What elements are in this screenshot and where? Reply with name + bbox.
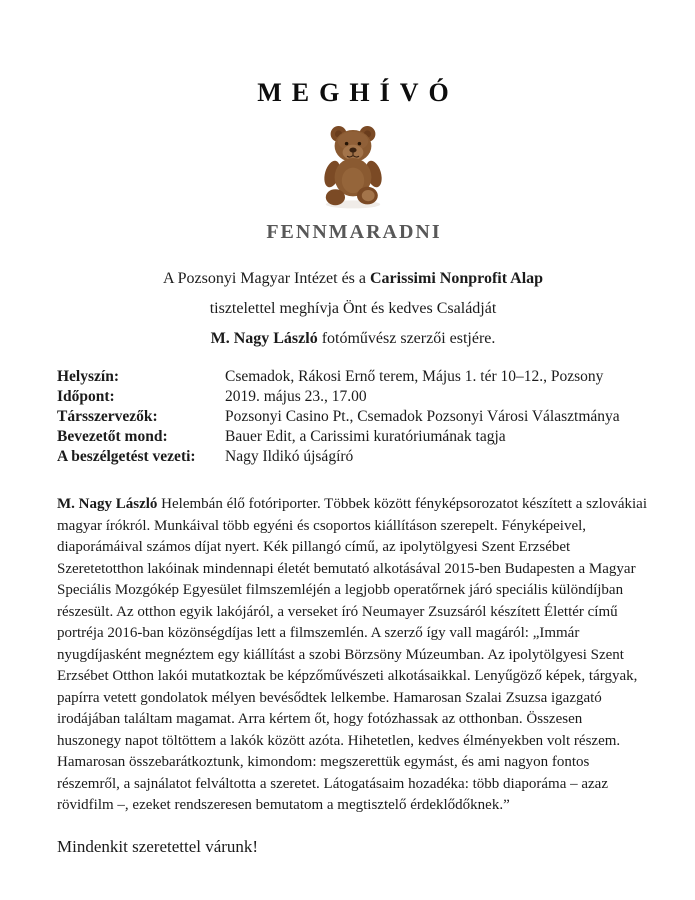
invitation-block — [57, 264, 649, 354]
hosts-bold: Carissimi Nonprofit Alap — [370, 270, 544, 287]
invitation-line-artist — [57, 324, 649, 354]
artist-name: M. Nagy László — [210, 330, 318, 347]
detail-row-introducer — [57, 427, 649, 447]
artist-biography — [57, 494, 649, 817]
teddy-bear-icon — [313, 122, 393, 210]
event-title: FENNMARADNI — [266, 221, 442, 243]
detail-label: Bevezetőt mond: — [57, 428, 168, 445]
detail-value: Csemadok, Rákosi Ernő terem, Május 1. tér 10–12., Pozsony — [225, 368, 604, 385]
document-title: MEGHÍVÓ — [257, 78, 459, 107]
artist-event: fotóművész szerzői estjére. — [317, 330, 496, 347]
detail-row-coorganizers — [57, 407, 649, 427]
bio-text: Helembán élő fotóriporter. Többek között fényképsorozatot készített a szlovákiai magyar írókról. Munkáival több egyéni és csoportos kiállításon szerepelt. Fényképeivel, diaporámáival számos díjat nyert. Kék pillangó című, az ipolytölgyesi Szent Erzsébet Szeretetotthon lakóinak mindennapi életét bemutató alkotásával 2015-ben Budapesten a Magyar Speciális Mozgókép Egyesület filmszemléjén a legjobb operatőrnek járó speciális különdíjban részesült. Az otthon egyik lakójáról, a verseket író Neumayer Zsuzsáról készített Élettér című portréja 2016-ban közönségdíjas lett a filmszemlén. A szerző így vall magáról: „Immár nyugdíjasként megnéztem egy kiállítást a szobi Börzsöny Múzeumban. Az ipolytölgyesi Szent Erzsébet Otthon lakói mutatkoztak be képzőművészeti alkotásaikkal. Lenyűgöző képek, tárgyak, papírra vetett gondolatok mélyen bevésődtek lelkembe. Hamarosan Szalai Zsuzsa igazgató irodájában találtam magamat. Arra kértem őt, hogy fotózhassak az otthonban. Összesen huszonegy napot töltöttem a lakók között azóta. Hihetetlen, kedves élményekben volt részem. Hamarosan összebarátkoztunk, kimondom: megszerettük egymást, és ami nagyon fontos részemről, a sajnálatot felváltotta a szeretet. Látogatásaim hozadéka: több diaporáma – azaz rövidfilm –, ezeket rendszeresen bemutatom a megtisztelő érdeklődőknek.” — [57, 496, 647, 813]
hosts-regular: A Pozsonyi Magyar Intézet és a — [162, 270, 370, 287]
detail-row-moderator — [57, 447, 649, 467]
detail-label: A beszélgetést vezeti: — [57, 448, 196, 465]
bio-artist-name: M. Nagy László — [57, 496, 158, 512]
detail-value: Nagy Ildikó újságíró — [225, 448, 354, 465]
detail-row-datetime — [57, 387, 649, 407]
invitation-line-hosts — [57, 264, 649, 294]
detail-value: Bauer Edit, a Carissimi kuratóriumának tagja — [225, 428, 506, 445]
detail-value: 2019. május 23., 17.00 — [225, 388, 367, 405]
detail-label: Időpont: — [57, 388, 115, 405]
teddy-bear-image — [57, 122, 649, 210]
detail-label: Helyszín: — [57, 368, 119, 385]
event-details-table — [57, 367, 649, 467]
detail-label: Társszervezők: — [57, 408, 158, 425]
detail-row-location — [57, 367, 649, 387]
closing-line: Mindenkit szeretettel várunk! — [57, 836, 259, 856]
detail-value: Pozsonyi Casino Pt., Csemadok Pozsonyi Városi Választmánya — [225, 408, 620, 425]
invitation-line-greeting: tisztelettel meghívja Önt és kedves Családját — [209, 300, 497, 317]
